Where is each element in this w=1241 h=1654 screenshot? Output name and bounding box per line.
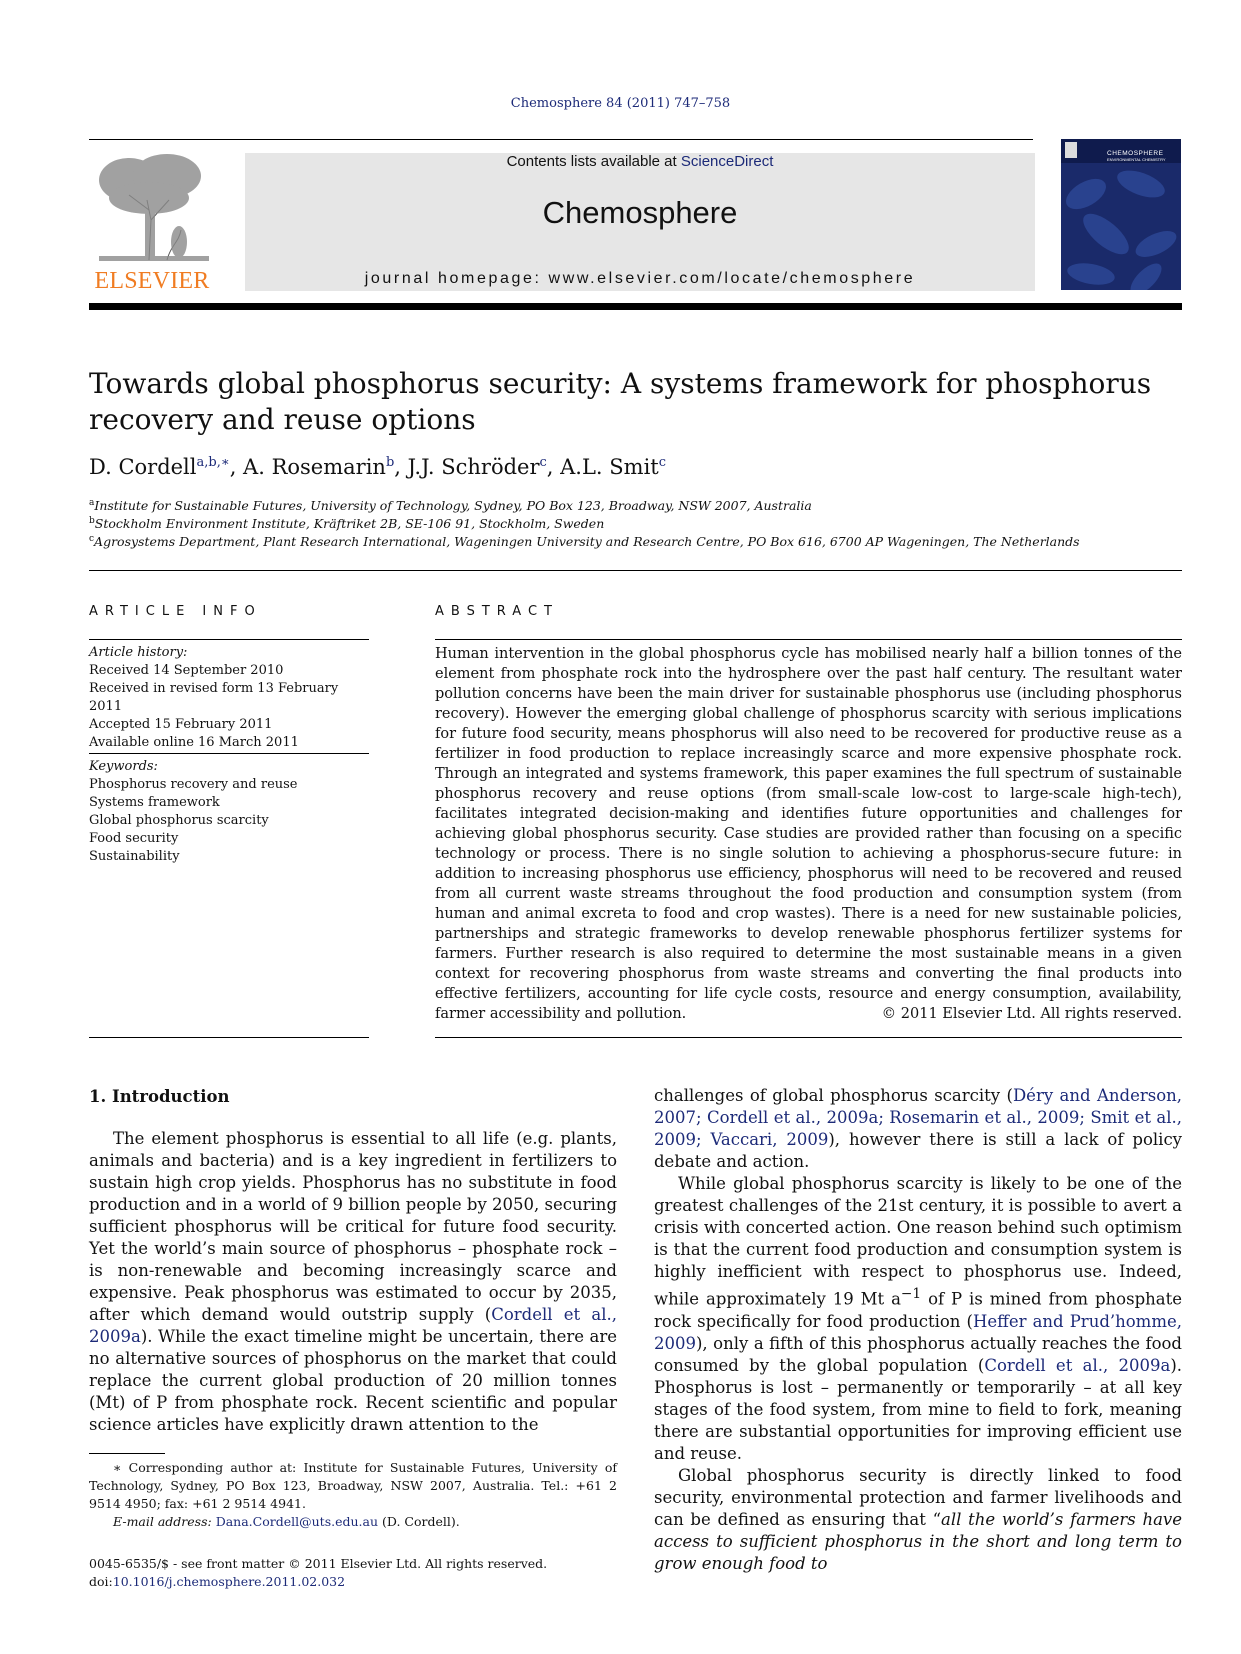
author-name: A.L. Smit bbox=[560, 455, 659, 479]
article-info-bottom-rule bbox=[89, 1037, 369, 1038]
affiliation bbox=[89, 534, 1080, 549]
author-affiliation-marks[interactable]: c bbox=[658, 455, 667, 470]
paragraph-text: ). While the exact timeline might be uncertain, there are no alternative sources of phosphorus on the market that could replace the current global production of 20 million tonnes (Mt) of P from phosphate rock. Recent scientific and popular science articles have explicitly drawn attention to the bbox=[89, 1327, 617, 1434]
paragraph-text: all the world’s farmers have access to sufficient phosphorus in the short and long term to grow enough food to bbox=[654, 1509, 1182, 1573]
elsevier-tree-icon bbox=[89, 150, 215, 268]
affiliation-text: Institute for Sustainable Futures, University of Technology, Sydney, PO Box 123, Broadway, NSW 2007, Australia bbox=[94, 498, 812, 514]
affiliation-text: Stockholm Environment Institute, Kräftriket 2B, SE-106 91, Stockholm, Sweden bbox=[94, 516, 605, 532]
journal-masthead bbox=[245, 153, 1035, 291]
paragraph-text: Global phosphorus security is directly linked to food security, environmental protection and farmer livelihoods and can be defined as ensuring that “ bbox=[654, 1465, 1182, 1529]
paragraph-text: challenges of global phosphorus scarcity ( bbox=[654, 1086, 1013, 1105]
article-info-heading: ARTICLE INFO bbox=[89, 604, 262, 619]
intro-paragraph bbox=[654, 1085, 1182, 1173]
affiliations-rule bbox=[89, 570, 1182, 571]
keyword-item: Sustainability bbox=[89, 849, 180, 864]
intro-paragraph bbox=[89, 1128, 617, 1436]
superscript: −1 bbox=[900, 1286, 922, 1302]
abstract-bottom-rule bbox=[435, 1037, 1182, 1038]
author-name: D. Cordell bbox=[89, 455, 197, 479]
contents-line bbox=[245, 153, 1035, 170]
journal-citation[interactable]: Chemosphere 84 (2011) 747–758 bbox=[510, 96, 731, 111]
contents-prefix: Contents lists available at bbox=[506, 153, 681, 170]
intro-paragraph bbox=[654, 1465, 1182, 1575]
abstract-rule bbox=[435, 639, 1182, 640]
paragraph-text: The element phosphorus is essential to all life (e.g. plants, animals and bacteria) and is a key ingredient in fertilizers to sustain high crop yields. Phosphorus has no substitute in food production and in a world of 9 billion people by 2050, securing sufficient phosphorus will be critical for future food security. Yet the world’s main source of phosphorus – phosphate rock – is non-renewable and becoming increasingly scarce and expensive. Peak phosphorus was estimated to occur by 2035, after which demand would outstrip supply ( bbox=[89, 1129, 617, 1324]
email-label: E-mail address: bbox=[113, 1514, 216, 1529]
author-list bbox=[89, 455, 666, 479]
abstract-heading: ABSTRACT bbox=[435, 604, 559, 619]
affiliation bbox=[89, 516, 604, 531]
citation-link[interactable]: Heffer and Prud’homme, 2009 bbox=[654, 1311, 1182, 1353]
abstract-text: Human intervention in the global phosphorus cycle has mobilised nearly half a billion tonnes of the element from phosphate rock into the hydrosphere over the past half century. The resultant water pollution concerns have been the main driver for sustainable phosphorus use (including phosphorus recovery). However the emerging global challenge of phosphorus scarcity with serious implications for future food security, means phosphorus will also need to be recovered for productive reuse as a fertilizer in food production to replace increasingly scarce and more expensive phosphate rock. Through an integrated and systems framework, this paper examines the full spectrum of sustainable phosphorus recovery and reuse options (from small-scale low-cost to large-scale high-tech), facilitates integrated decision-making and identifies future opportunities and challenges for achieving global phosphorus security. Case studies are provided rather than focusing on a specific technology or process. There is no single solution to achieving a phosphorus-secure future: in addition to increasing phosphorus use efficiency, phosphorus will need to be recovered and reused from all current waste streams throughout the food production and consumption system (from human and animal excreta to food and crop wastes). There is a need for new sustainable policies, partnerships and strategic frameworks to develop renewable phosphorus fertilizer systems for farmers. Further research is also required to determine the most sustainable means in a given context for recovering phosphorus from waste streams and converting the final products into effective fertilizers, accounting for life cycle costs, resource and energy consumption, availability, farmer accessibility and pollution. bbox=[435, 646, 1182, 1022]
abstract-copyright: © 2011 Elsevier Ltd. All rights reserved. bbox=[881, 1006, 1182, 1022]
author-separator: , bbox=[394, 455, 408, 479]
email-suffix: (D. Cordell). bbox=[378, 1514, 460, 1529]
affiliation-mark: c bbox=[89, 534, 95, 544]
masthead-bottom-rule bbox=[89, 303, 1182, 310]
author-separator: , bbox=[229, 455, 244, 479]
keywords bbox=[89, 758, 369, 866]
author-affiliation-marks[interactable]: a,b,∗ bbox=[196, 455, 230, 470]
introduction-heading: 1. Introduction bbox=[89, 1087, 230, 1106]
sciencedirect-link[interactable]: ScienceDirect bbox=[680, 153, 774, 170]
elsevier-logo bbox=[89, 150, 215, 292]
history-item: Available online 16 March 2011 bbox=[89, 735, 299, 750]
cover-title: CHEMOSPHERE bbox=[1107, 150, 1164, 157]
citation-link[interactable]: Cordell et al., 2009a bbox=[89, 1305, 617, 1346]
author-name: A. Rosemarin bbox=[243, 455, 386, 479]
keyword-item: Food security bbox=[89, 831, 179, 846]
doi-link[interactable]: 10.1016/j.chemosphere.2011.02.032 bbox=[112, 1574, 346, 1589]
corresponding-author-note: ∗ Corresponding author at: Institute for Sustainable Futures, University of Technology, Sydney, PO Box 123, Broadway, NSW 2007, Australia. Tel.: +61 2 9514 4950; fax: +61 2 9514 4941. bbox=[89, 1460, 617, 1511]
citation-link[interactable]: Cordell et al., 2009a bbox=[984, 1355, 1171, 1375]
keyword-item: Phosphorus recovery and reuse bbox=[89, 777, 298, 792]
author-affiliation-marks[interactable]: b bbox=[385, 455, 395, 470]
intro-paragraph bbox=[654, 1173, 1182, 1465]
author-separator: , bbox=[546, 455, 561, 479]
issn-line: 0045-6535/$ - see front matter © 2011 Elsevier Ltd. All rights reserved. bbox=[89, 1556, 548, 1571]
header-rule bbox=[89, 139, 1033, 140]
author-name: J.J. Schröder bbox=[407, 455, 540, 479]
journal-cover bbox=[1061, 139, 1181, 290]
article-info-rule bbox=[89, 639, 369, 640]
keyword-item: Global phosphorus scarcity bbox=[89, 813, 269, 828]
history-item: Received in revised form 13 February 2011 bbox=[89, 681, 339, 714]
affiliation bbox=[89, 498, 812, 513]
doi-label: doi: bbox=[89, 1574, 113, 1589]
paragraph-text: ), only a fifth of this phosphorus actually reaches the food consumed by the global population ( bbox=[654, 1333, 1182, 1375]
author-affiliation-marks[interactable]: c bbox=[539, 455, 547, 470]
footnote-rule bbox=[89, 1453, 165, 1454]
paragraph-text: ), however there is still a lack of policy debate and action. bbox=[654, 1130, 1183, 1171]
keywords-label: Keywords: bbox=[89, 759, 158, 774]
journal-name: Chemosphere bbox=[542, 195, 738, 230]
article-title: Towards global phosphorus security: A systems framework for phosphorus recovery and reuse options bbox=[89, 367, 1152, 436]
history-item: Received 14 September 2010 bbox=[89, 663, 284, 678]
footnote bbox=[89, 1459, 617, 1531]
front-matter bbox=[89, 1555, 617, 1591]
article-history bbox=[89, 644, 369, 752]
email-link[interactable]: Dana.Cordell@uts.edu.au bbox=[215, 1514, 379, 1529]
paragraph-text: of P is mined from phosphate rock specifically for food production ( bbox=[654, 1289, 1182, 1331]
history-label: Article history: bbox=[89, 645, 188, 660]
cover-subtitle: ENVIRONMENTAL CHEMISTRY bbox=[1107, 157, 1166, 162]
paragraph-text: While global phosphorus scarcity is likely to be one of the greatest challenges of the 21st century, it is possible to avert a crisis with concerted action. One reason behind such optimism is that the current food production and consumption system is highly inefficient with respect to phosphorus use. Indeed, while approximately 19 Mt a bbox=[654, 1174, 1182, 1309]
citation-link[interactable]: Déry and Anderson, 2007; Cordell et al., 2009a; Rosemarin et al., 2009; Smit et al., 2009; Vaccari, 2009 bbox=[654, 1086, 1183, 1149]
paragraph-text: ). Phosphorus is lost – permanently or temporarily – at all key stages of the food system, from mine to field to fork, meaning there are substantial opportunities for improving efficient use and reuse. bbox=[654, 1355, 1183, 1463]
keywords-rule bbox=[89, 753, 369, 754]
affiliation-text: Agrosystems Department, Plant Research International, Wageningen University and Research Centre, PO Box 616, 6700 AP Wageningen, The Netherlands bbox=[94, 534, 1080, 550]
keyword-item: Systems framework bbox=[89, 795, 220, 810]
body-column-left bbox=[89, 1128, 617, 1436]
journal-homepage[interactable]: journal homepage: www.elsevier.com/locate/chemosphere bbox=[364, 270, 916, 287]
affiliation-mark: a bbox=[89, 498, 95, 508]
body-column-right bbox=[654, 1085, 1182, 1575]
elsevier-wordmark: ELSEVIER bbox=[94, 268, 210, 294]
affiliation-mark: b bbox=[89, 516, 95, 526]
history-item: Accepted 15 February 2011 bbox=[89, 717, 273, 732]
